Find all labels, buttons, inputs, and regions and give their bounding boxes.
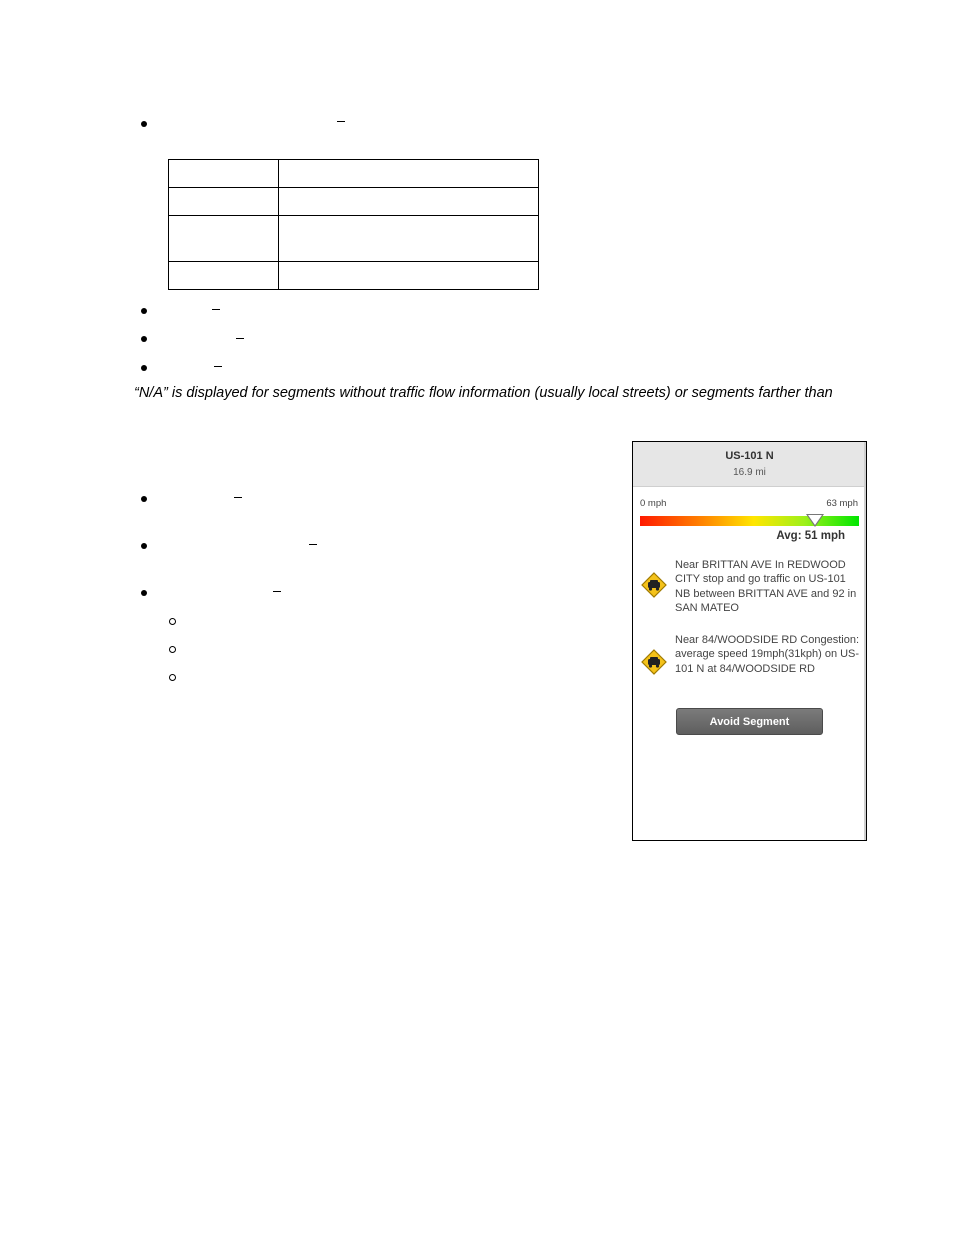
dash-mark <box>236 338 244 339</box>
avoid-segment-button[interactable]: Avoid Segment <box>676 708 823 735</box>
dash-mark <box>212 309 220 310</box>
segment-header <box>633 442 866 487</box>
table-cell <box>169 160 279 188</box>
speed-gradient-bar <box>640 516 859 526</box>
average-speed: Avg: 51 mph <box>776 530 845 542</box>
table-cell <box>279 262 539 290</box>
list-bullet <box>141 543 147 549</box>
sub-list-bullet <box>169 646 176 653</box>
road-name: US-101 N <box>725 450 774 462</box>
segment-distance: 16.9 mi <box>733 467 766 478</box>
table-cell <box>169 262 279 290</box>
dash-mark <box>273 591 281 592</box>
table-cell <box>279 188 539 216</box>
sub-list-bullet <box>169 674 176 681</box>
info-table <box>168 159 539 290</box>
sub-list-bullet <box>169 618 176 625</box>
dash-mark <box>337 121 345 122</box>
table-cell <box>169 188 279 216</box>
traffic-incident-icon <box>641 649 667 675</box>
traffic-incident-icon <box>641 572 667 598</box>
speed-min-label: 0 mph <box>640 498 667 509</box>
list-bullet <box>141 121 147 127</box>
traffic-segment-panel <box>632 441 867 841</box>
list-bullet <box>141 496 147 502</box>
list-bullet <box>141 336 147 342</box>
dash-mark <box>309 544 317 545</box>
list-bullet <box>141 308 147 314</box>
speed-marker-fill <box>808 515 822 525</box>
dash-mark <box>214 366 222 367</box>
dash-mark <box>234 497 242 498</box>
speed-max-label: 63 mph <box>826 498 858 509</box>
panel-shadow <box>864 442 866 840</box>
list-bullet <box>141 365 147 371</box>
incident-description: Near 84/WOODSIDE RD Congestion: average speed 19mph(31kph) on US-101 N at 84/WOODSIDE RD <box>675 634 860 675</box>
incident-description: Near BRITTAN AVE In REDWOOD CITY stop and go traffic on US-101 NB between BRITTAN AVE and 92 in SAN MATEO <box>675 559 857 614</box>
na-note: “N/A” is displayed for segments without traffic flow information (usually local streets) or segments farther than <box>134 385 833 401</box>
table-cell <box>279 160 539 188</box>
table-cell <box>279 216 539 262</box>
table-cell <box>169 216 279 262</box>
list-bullet <box>141 590 147 596</box>
